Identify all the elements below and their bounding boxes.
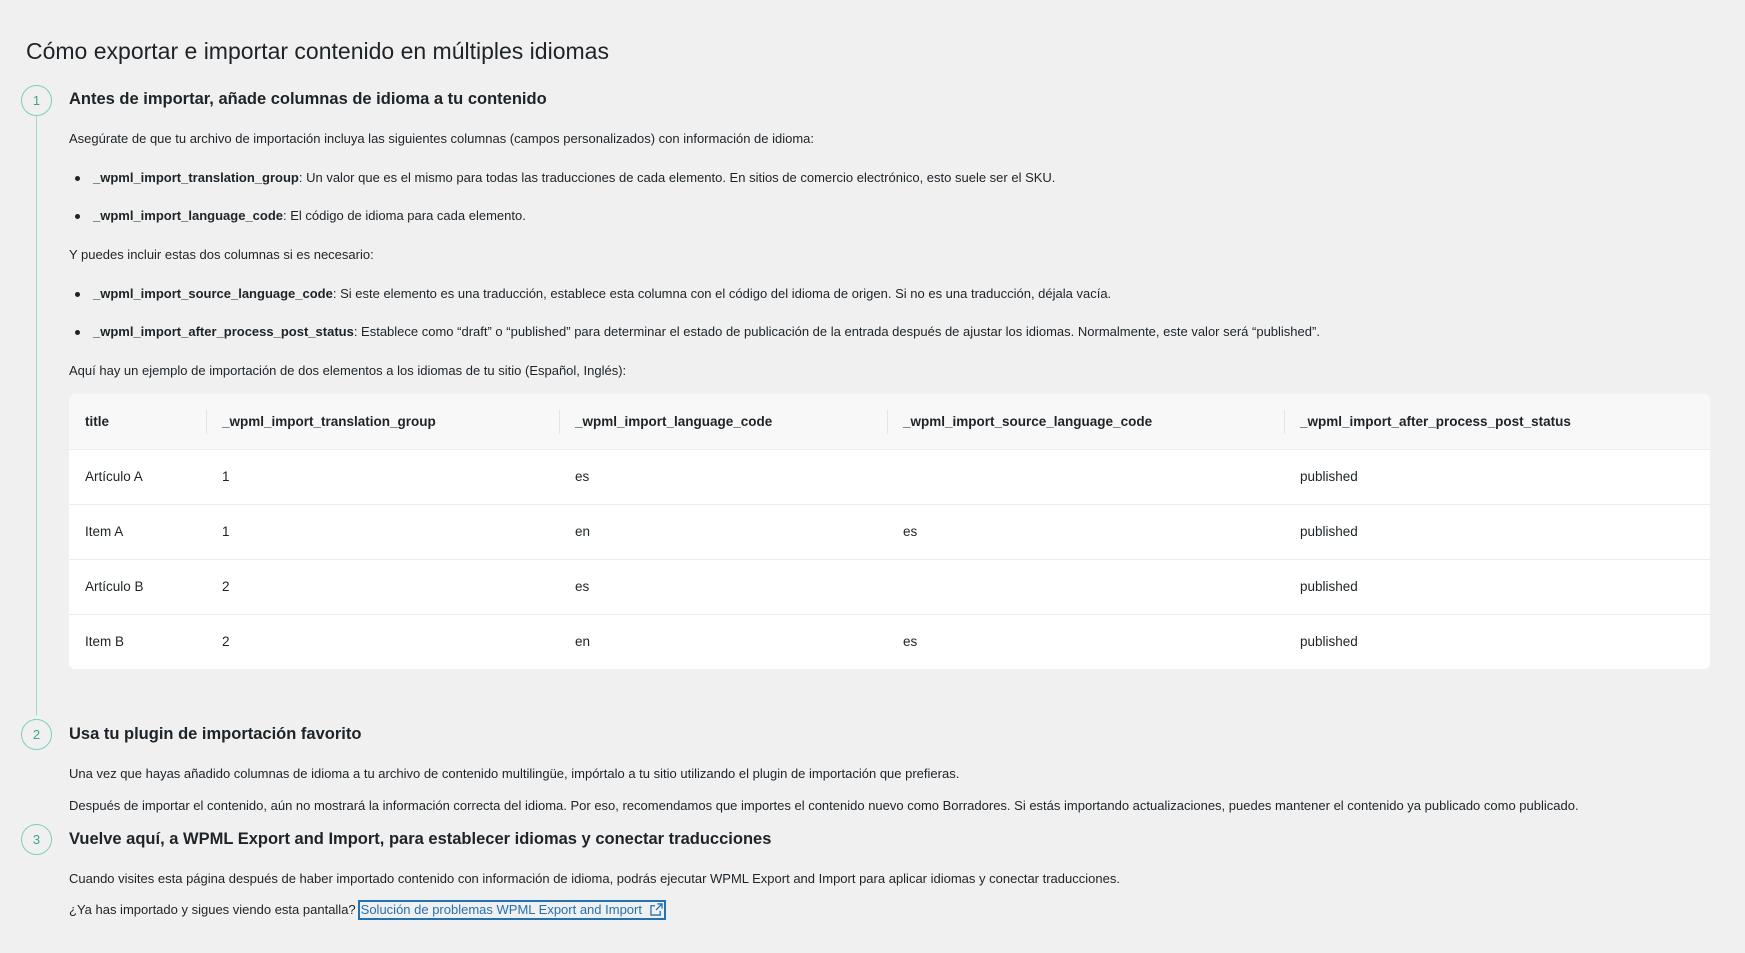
step-1-optional-intro: Y puedes incluir estas dos columnas si es necesario:: [69, 247, 374, 262]
step-2-paragraph-2: Después de importar el contenido, aún no mostrará la información correcta del idioma. Por eso, recomendamos que importes el contenido nuevo como Borradores. Si estás importando actualizaciones, puedes mantener el contenido ya publicado como publicado.: [69, 798, 1579, 813]
column-desc: : Establece como “draft” o “published” para determinar el estado de publicación de la entrada después de ajustar los idiomas. Normalmente, este valor será “published”.: [353, 324, 1320, 339]
column-header: _wpml_import_source_language_code: [887, 394, 1284, 449]
column-header: _wpml_import_language_code: [559, 394, 887, 449]
table-cell: 2: [222, 634, 230, 650]
example-table: [69, 394, 1710, 669]
column-header: title: [85, 413, 110, 429]
table-cell: Item B: [85, 634, 125, 650]
step-3-question: ¿Ya has importado y sigues viendo esta pantalla?: [69, 902, 356, 917]
table-cell: published: [1300, 634, 1358, 650]
step-3-number: 3: [21, 824, 52, 855]
troubleshooting-link-label: Solución de problemas WPML Export and Import: [360, 902, 642, 917]
timeline-line: [36, 115, 37, 715]
table-header-row: [69, 394, 1710, 449]
table-cell: Item A: [85, 524, 124, 539]
table-cell: 1: [222, 469, 230, 484]
list-item-translation-group: [77, 170, 1055, 185]
table-cell: published: [1300, 469, 1358, 484]
step-3-question-row: [69, 900, 666, 920]
column-key: _wpml_import_translation_group: [93, 170, 299, 185]
step-2-title: Usa tu plugin de importación favorito: [69, 725, 362, 743]
table-cell: en: [575, 634, 591, 650]
column-key: _wpml_import_language_code: [93, 208, 283, 223]
step-1-title: Antes de importar, añade columnas de idioma a tu contenido: [69, 90, 547, 108]
table-cell: 2: [222, 579, 230, 594]
step-1-number: 1: [21, 85, 52, 116]
table-cell: Artículo A: [85, 469, 143, 484]
external-link-icon: [650, 903, 663, 916]
column-desc: : Un valor que es el mismo para todas las traducciones de cada elemento. En sitios de comercio electrónico, esto suele ser el SKU.: [298, 170, 1056, 185]
column-desc: : El código de idioma para cada elemento.: [283, 208, 526, 223]
table-cell: en: [575, 524, 591, 539]
step-1-intro: Asegúrate de que tu archivo de importación incluya las siguientes columnas (campos personalizados) con información de idioma:: [69, 131, 815, 146]
table-cell: Artículo B: [85, 579, 144, 594]
table-row: [69, 559, 1710, 614]
column-key: _wpml_import_after_process_post_status: [93, 324, 354, 339]
table-row: [69, 449, 1710, 504]
table-cell: es: [903, 634, 918, 650]
table-cell: es: [575, 579, 590, 594]
column-header: _wpml_import_translation_group: [206, 394, 559, 449]
step-3-title: Vuelve aquí, a WPML Export and Import, para establecer idiomas y conectar traducciones: [69, 830, 772, 848]
table-row: [69, 504, 1710, 559]
column-key: _wpml_import_source_language_code: [93, 286, 333, 301]
table-cell: es: [903, 524, 918, 539]
table-cell: [887, 449, 1284, 504]
table-cell: published: [1300, 579, 1358, 594]
troubleshooting-link[interactable]: [358, 900, 666, 920]
table-cell: [887, 559, 1284, 614]
list-item-after-process-post-status: [77, 324, 1320, 339]
table-cell: 1: [222, 524, 230, 539]
step-3-paragraph: Cuando visites esta página después de haber importado contenido con información de idioma, podrás ejecutar WPML Export and Import para aplicar idiomas y conectar traducciones.: [69, 871, 1120, 886]
column-header: _wpml_import_after_process_post_status: [1284, 394, 1710, 449]
column-desc: : Si este elemento es una traducción, establece esta columna con el código del idioma de origen. Si no es una traducción, déjala vacía.: [332, 286, 1112, 301]
table-cell: published: [1300, 524, 1358, 539]
step-1-example-intro: Aquí hay un ejemplo de importación de dos elementos a los idiomas de tu sitio (Español, Inglés):: [69, 363, 627, 378]
step-2-paragraph-1: Una vez que hayas añadido columnas de idioma a tu archivo de contenido multilingüe, impórtalo a tu sitio utilizando el plugin de importación que prefieras.: [69, 766, 960, 781]
table-cell: es: [575, 469, 590, 484]
list-item-source-language-code: [77, 286, 1111, 301]
table-row: [69, 614, 1710, 669]
page-title: Cómo exportar e importar contenido en múltiples idiomas: [26, 38, 609, 64]
step-2-number: 2: [21, 719, 52, 750]
list-item-language-code: [77, 208, 526, 223]
